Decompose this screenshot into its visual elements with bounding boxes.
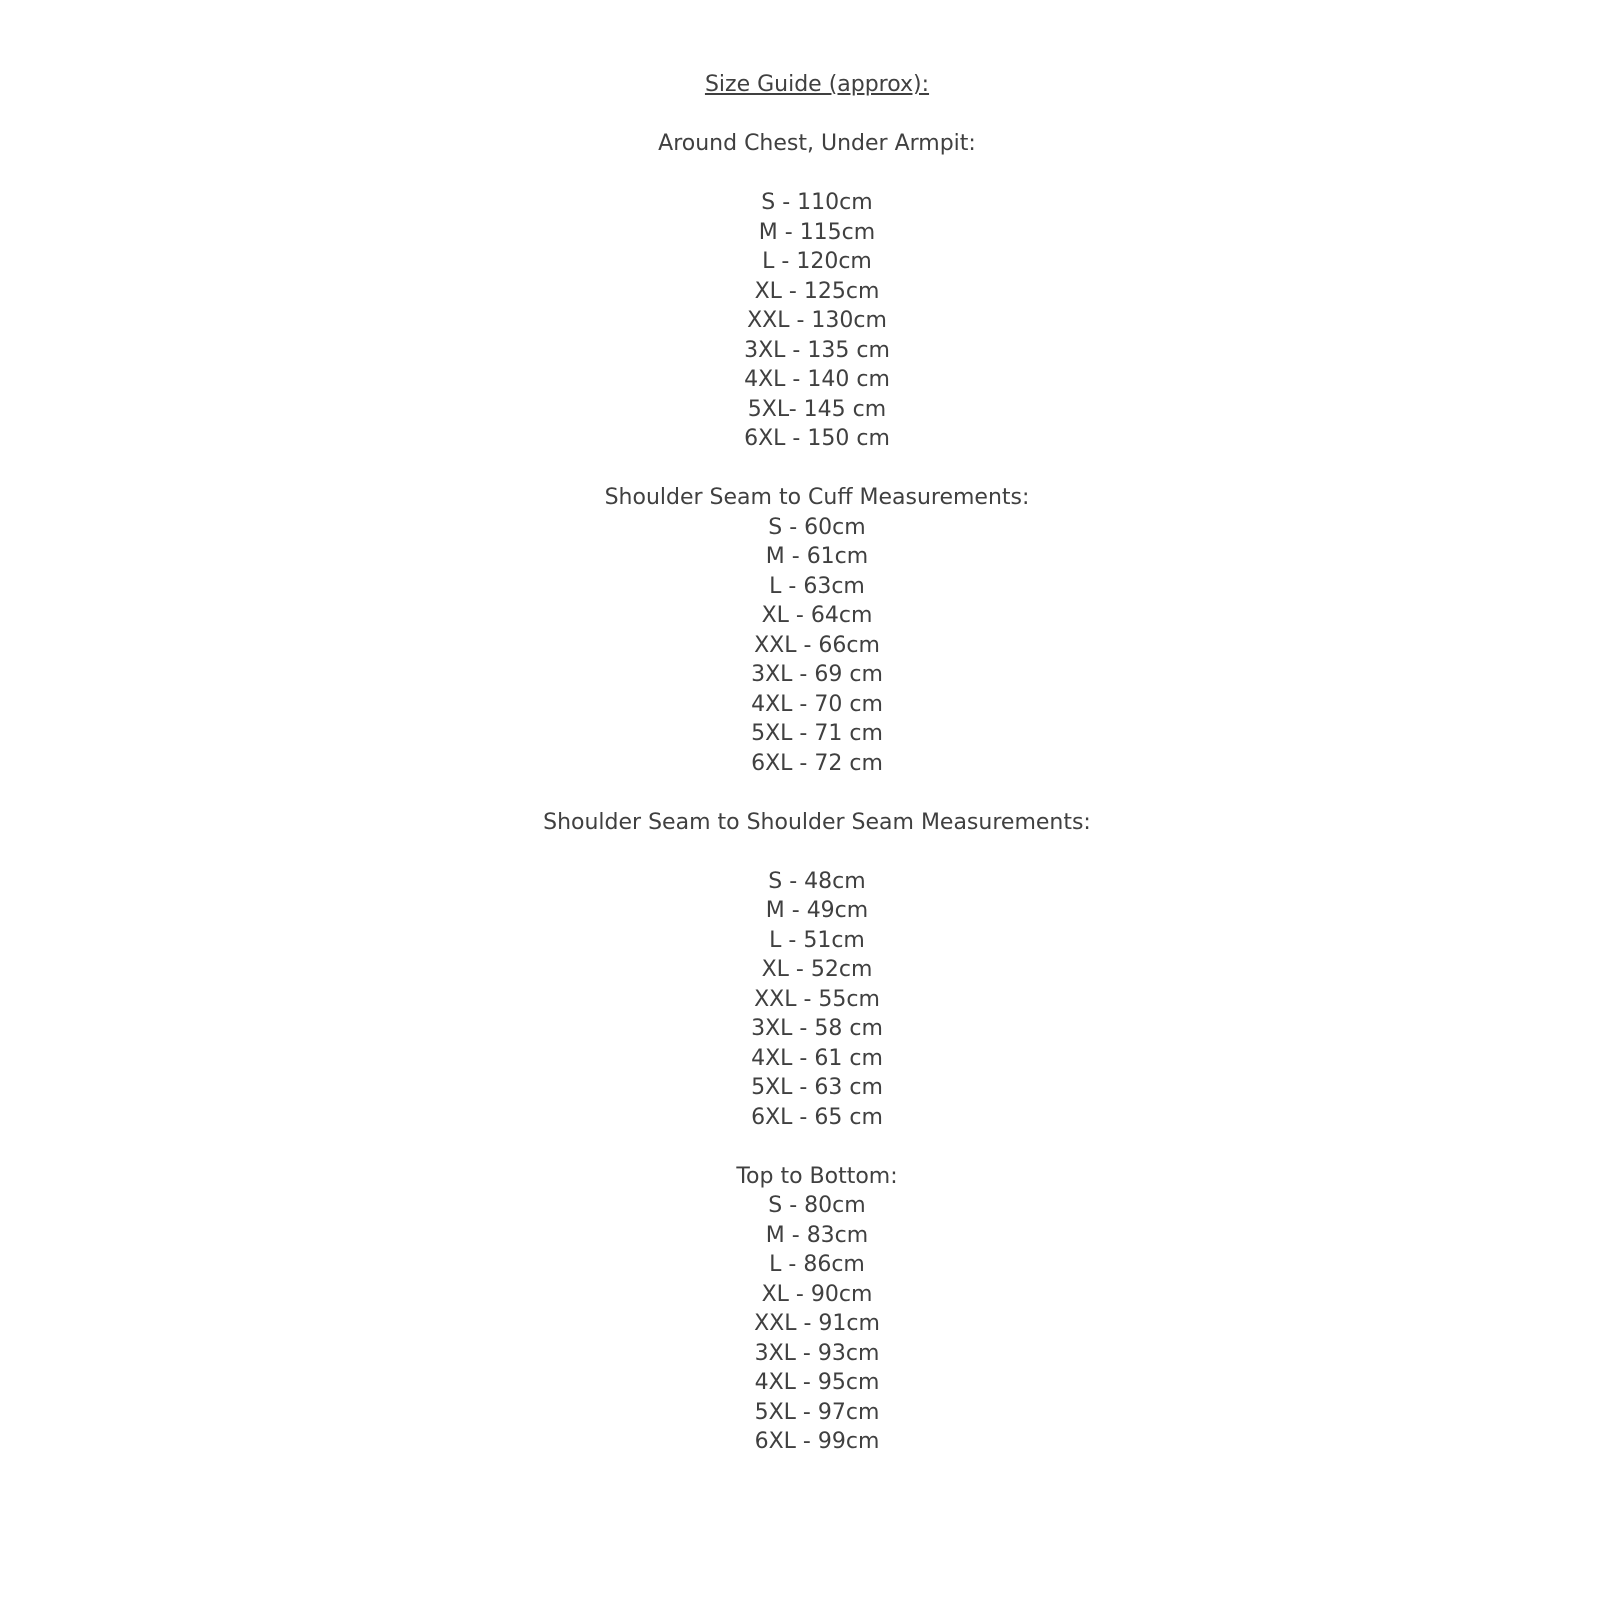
size-row: 6XL - 150 cm: [744, 426, 890, 451]
size-row: S - 60cm: [768, 514, 866, 540]
size-row: XXL - 130cm: [747, 308, 887, 333]
size-row: 3XL - 135 cm: [744, 337, 890, 363]
size-row: 6XL - 72 cm: [751, 750, 883, 776]
size-row: XL - 125cm: [754, 278, 880, 304]
size-row: 4XL - 61 cm: [751, 1045, 883, 1071]
section-shoulder-to-shoulder: [34, 808, 1600, 1133]
size-row: M - 115cm: [758, 219, 876, 245]
size-row: 6XL - 99cm: [754, 1429, 880, 1454]
size-row: L - 86cm: [769, 1252, 865, 1277]
size-row: XXL - 66cm: [754, 632, 880, 658]
section-top-to-bottom: [34, 1162, 1600, 1457]
size-row: L - 120cm: [762, 249, 872, 274]
section-heading-top-to-bottom: Top to Bottom:: [736, 1163, 898, 1189]
size-row: 5XL- 145 cm: [747, 396, 887, 422]
size-row: XXL - 91cm: [754, 1311, 880, 1336]
size-row: S - 48cm: [768, 868, 866, 894]
size-row: L - 63cm: [769, 573, 865, 599]
size-row: XL - 64cm: [761, 603, 873, 628]
size-row: 5XL - 97cm: [754, 1399, 880, 1425]
size-row: S - 80cm: [768, 1193, 866, 1218]
size-row: 6XL - 65 cm: [751, 1104, 883, 1130]
size-row: 5XL - 71 cm: [751, 721, 883, 746]
size-row: 3XL - 69 cm: [751, 662, 883, 687]
size-row: M - 61cm: [765, 544, 869, 569]
size-row: XXL - 55cm: [754, 986, 880, 1012]
size-row: 4XL - 140 cm: [744, 367, 890, 392]
size-row: M - 83cm: [765, 1222, 869, 1248]
section-heading-shoulder-to-shoulder: Shoulder Seam to Shoulder Seam Measurements:: [543, 809, 1091, 835]
size-row: XL - 90cm: [761, 1281, 873, 1307]
size-row: L - 51cm: [769, 927, 865, 953]
size-row: 3XL - 58 cm: [751, 1016, 883, 1041]
size-row: 4XL - 70 cm: [751, 691, 883, 717]
size-row: 3XL - 93cm: [754, 1340, 880, 1366]
size-row: 4XL - 95cm: [754, 1370, 880, 1395]
section-heading-shoulder-to-cuff: Shoulder Seam to Cuff Measurements:: [604, 485, 1030, 510]
size-row: M - 49cm: [765, 898, 869, 923]
size-row: 5XL - 63 cm: [751, 1075, 883, 1100]
section-heading-around-chest: Around Chest, Under Armpit:: [658, 131, 976, 156]
size-row: XL - 52cm: [761, 957, 873, 982]
page-title: Size Guide (approx):: [704, 72, 930, 97]
size-row: S - 110cm: [761, 190, 873, 215]
section-around-chest: [34, 129, 1600, 454]
section-shoulder-to-cuff: [34, 483, 1600, 778]
